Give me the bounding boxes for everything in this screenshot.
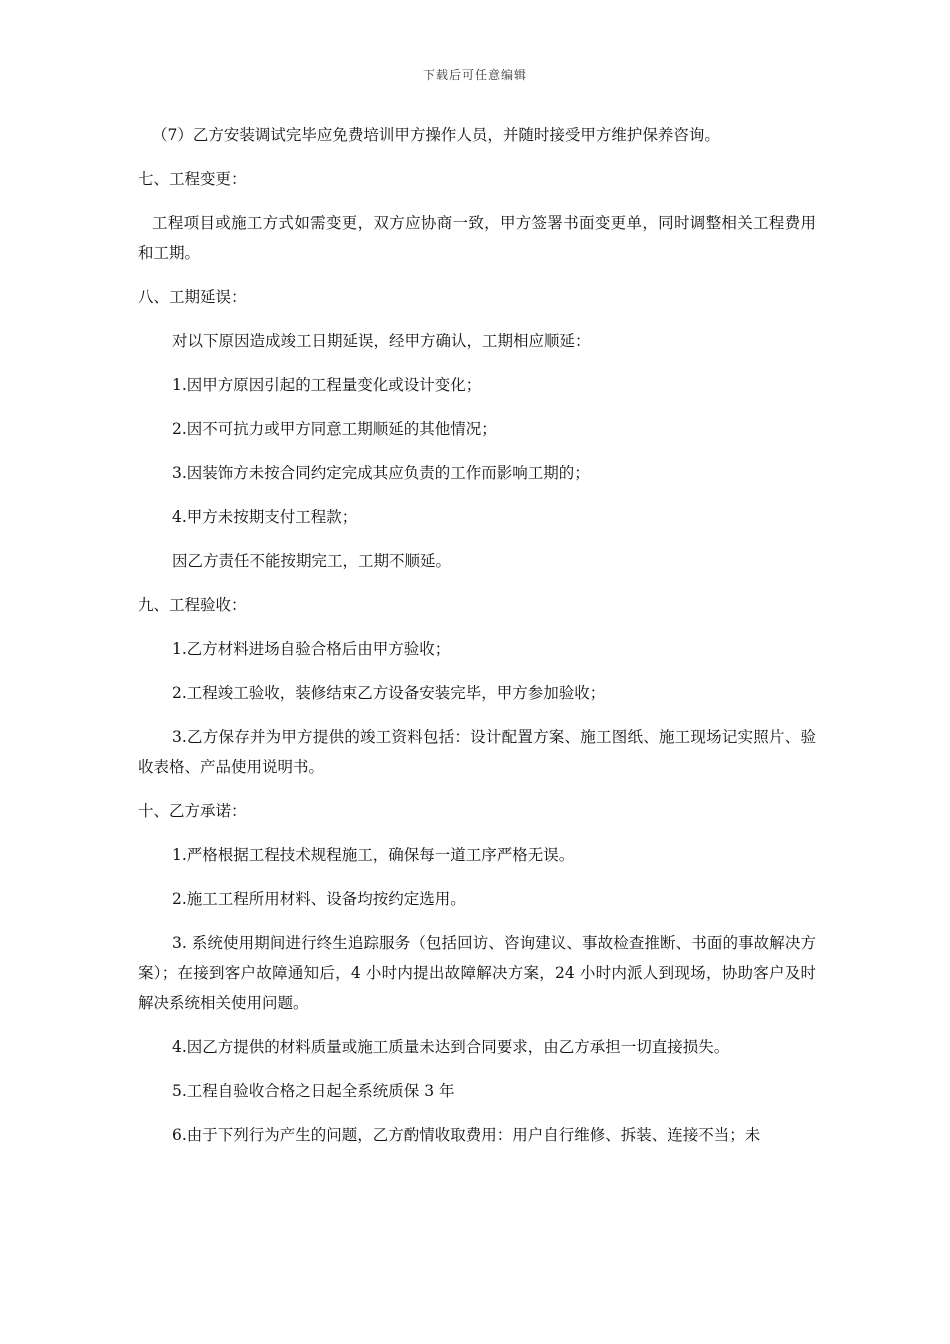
paragraph: 对以下原因造成竣工日期延误，经甲方确认，工期相应顺延： bbox=[172, 332, 591, 350]
document-body bbox=[138, 120, 816, 1164]
list-item: 1.因甲方原因引起的工程量变化或设计变化； bbox=[172, 376, 482, 394]
list-item: 1.严格根据工程技术规程施工，确保每一道工序严格无误。 bbox=[172, 846, 575, 864]
page-header-note: 下载后可任意编辑 bbox=[422, 68, 527, 82]
list-item: 4.因乙方提供的材料质量或施工质量未达到合同要求，由乙方承担一切直接损失。 bbox=[172, 1038, 730, 1056]
list-item: 3.因装饰方未按合同约定完成其应负责的工作而影响工期的； bbox=[172, 464, 590, 482]
paragraph: 工程项目或施工方式如需变更，双方应协商一致，甲方签署书面变更单，同时调整相关工程费用和工期。 bbox=[138, 214, 816, 262]
list-item: 4.甲方未按期支付工程款； bbox=[172, 508, 358, 526]
list-item: 5.工程自验收合格之日起全系统质保 3 年 bbox=[172, 1082, 455, 1100]
section-heading: 八、工期延误： bbox=[138, 288, 247, 306]
paragraph: （7）乙方安装调试完毕应免费培训甲方操作人员，并随时接受甲方维护保养咨询。 bbox=[152, 126, 720, 144]
list-item: 2.施工工程所用材料、设备均按约定选用。 bbox=[172, 890, 466, 908]
list-item: 3. 系统使用期间进行终生追踪服务（包括回访、咨询建议、事故检查推断、书面的事故解决方案）；在接到客户故障通知后，4 小时内提出故障解决方案，24 小时内派人到现场，协助客户及时解决系统相关使用问题。 bbox=[138, 934, 816, 1012]
list-item: 6.由于下列行为产生的问题，乙方酌情收取费用：用户自行维修、拆装、连接不当；未 bbox=[172, 1126, 761, 1144]
section-heading: 九、工程验收： bbox=[138, 596, 247, 614]
paragraph: 因乙方责任不能按期完工，工期不顺延。 bbox=[172, 552, 452, 570]
list-item: 3.乙方保存并为甲方提供的竣工资料包括：设计配置方案、施工图纸、施工现场记实照片、验收表格、产品使用说明书。 bbox=[138, 728, 816, 776]
section-heading: 七、工程变更： bbox=[138, 170, 247, 188]
section-heading: 十、乙方承诺： bbox=[138, 802, 247, 820]
list-item: 2.工程竣工验收，装修结束乙方设备安装完毕，甲方参加验收； bbox=[172, 684, 606, 702]
list-item: 2.因不可抗力或甲方同意工期顺延的其他情况； bbox=[172, 420, 497, 438]
list-item: 1.乙方材料进场自验合格后由甲方验收； bbox=[172, 640, 451, 658]
